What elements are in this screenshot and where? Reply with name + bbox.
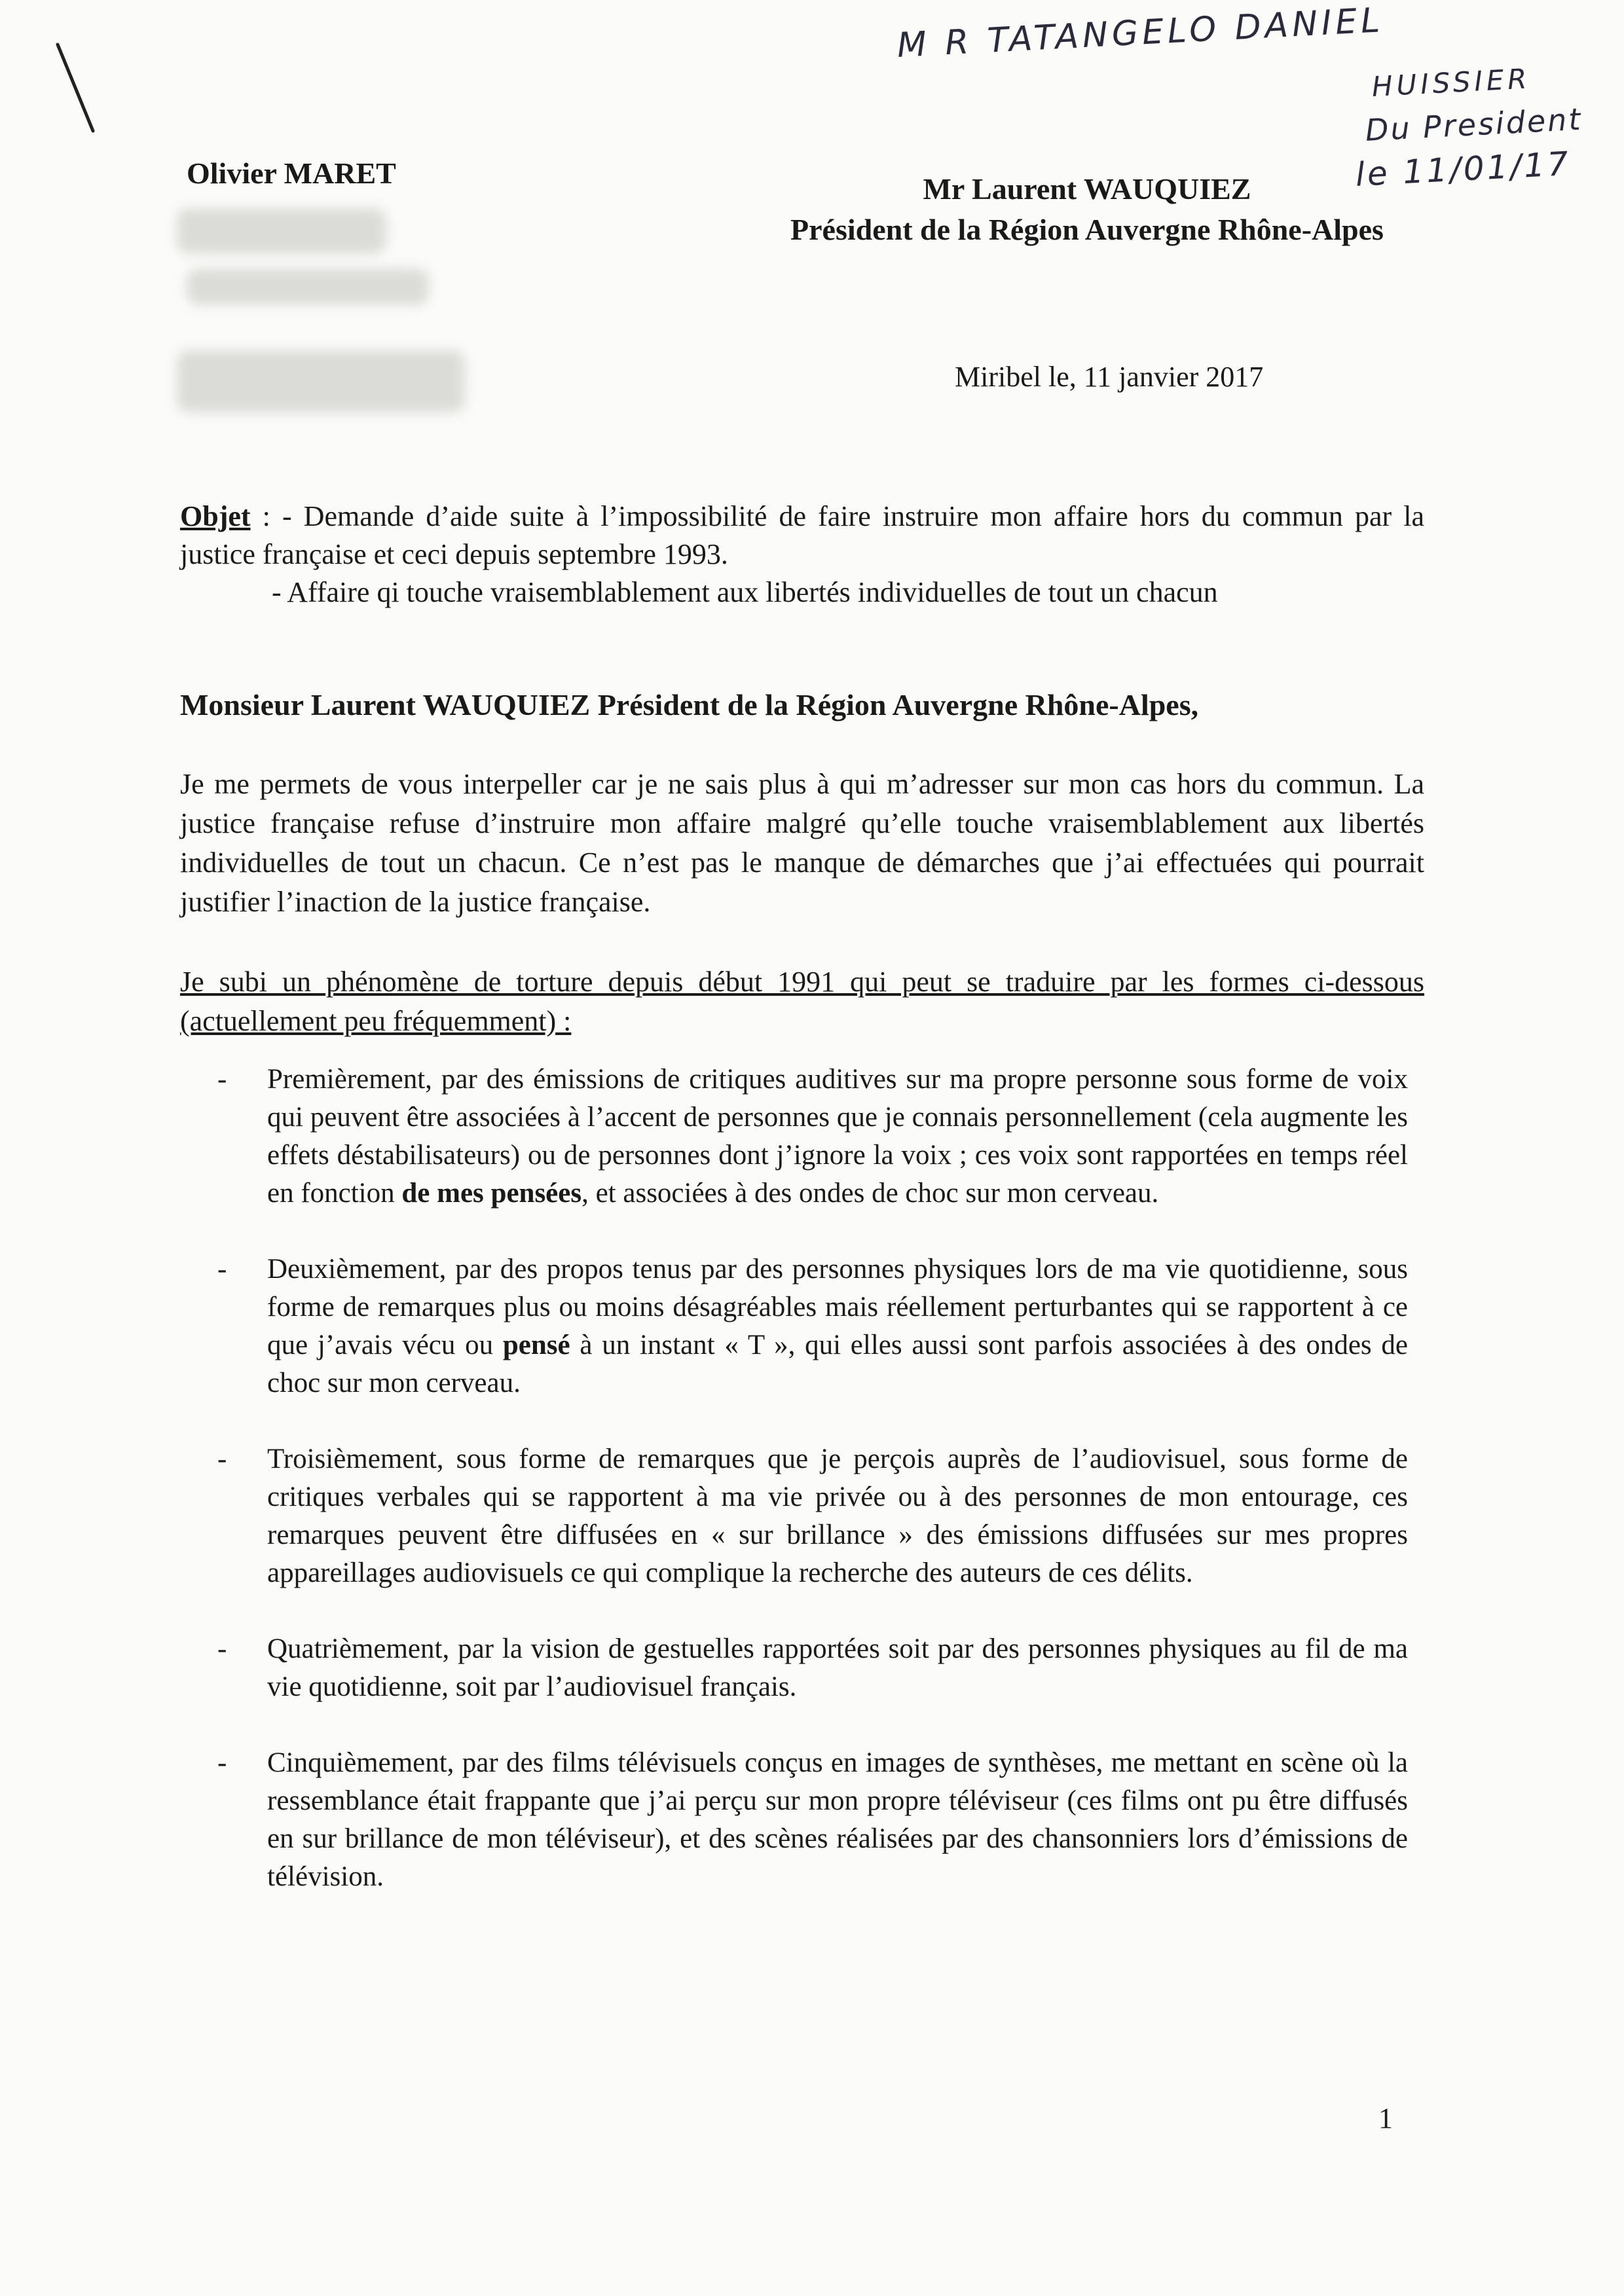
sender-name: Olivier MARET xyxy=(187,156,396,190)
dash-bullet: - xyxy=(217,1064,227,1095)
torture-forms-list xyxy=(210,1061,1408,1934)
intro-paragraph: Je me permets de vous interpeller car je ne sais plus à qui m’adresser sur mon cas hors du commun. La justice française refuse d’instruire mon affaire malgré qu’elle touche vraisemblablement aux libertés individuelles de tout un chacun. Ce n’est pas le manque de démarches que j’ai effectuées qui pourrait justifier l’inaction de la justice française. xyxy=(180,768,1424,918)
handwritten-note-role: HUISSIER xyxy=(1371,62,1532,103)
salutation: Monsieur Laurent WAUQUIEZ Président de la Région Auvergne Rhône-Alpes, xyxy=(180,688,1199,721)
pen-stroke-mark xyxy=(52,39,98,137)
dash-bullet: - xyxy=(217,1444,227,1474)
recipient-title: Président de la Région Auvergne Rhône-Alpes xyxy=(790,213,1384,246)
dash-bullet: - xyxy=(217,1254,227,1285)
list-item: - Premièrement, par des émissions de critiques auditives sur ma propre personne sous forme de voix qui peuvent être associées à l’accent de personnes que je connais personnellement (cela augmente les effets déstabilisateurs) ou de personnes dont j’ignore la voix ; ces voix sont rapportées en temps réel en fonction de mes pensées, et associées à des ondes de choc sur mon cerveau. xyxy=(210,1061,1408,1212)
list-item: - Troisièmement, sous forme de remarques que je perçois auprès de l’audiovisuel, sous forme de critiques verbales qui se rapportent à ma vie privée ou à des personnes de mon entourage, ces remarques peuvent être diffusées en « sur brillance » des émissions diffusées sur mes propres appareillages audiovisuels ce qui complique la recherche des auteurs de ces délits. xyxy=(210,1440,1408,1592)
list-item: - Cinquièmement, par des films télévisuels conçus en images de synthèses, me mettant en scène où la ressemblance était frappante que j’ai perçu sur mon propre téléviseur (ces films ont pu être diffusés en sur brillance de mon téléviseur), et des scènes réalisées par des chansonniers lors d’émissions de télévision. xyxy=(210,1744,1408,1896)
redacted-address-line xyxy=(187,268,429,305)
list-item: - Deuxièmement, par des propos tenus par des personnes physiques lors de ma vie quotidienne, sous forme de remarques plus ou moins désagréables mais réellement perturbantes qui se rapportent à ce que j’avais vécu ou pensé à un instant « T », qui elles aussi sont parfois associées à des ondes de choc sur mon cerveau. xyxy=(210,1250,1408,1402)
subject-line-1: : - Demande d’aide suite à l’impossibilité de faire instruire mon affaire hors du commun par la justice française et ceci depuis septembre 1993. xyxy=(180,500,1424,570)
page-number: 1 xyxy=(1378,2102,1393,2134)
redacted-address-line xyxy=(177,350,465,412)
recipient-name: Mr Laurent WAUQUIEZ xyxy=(923,172,1251,206)
handwritten-note-date: le 11/01/17 xyxy=(1354,144,1572,194)
recipient-block xyxy=(760,169,1414,250)
subject-label: Objet xyxy=(180,500,251,532)
dash-bullet: - xyxy=(217,1633,227,1664)
handwritten-note-name: M R TATANGELO DANIEL xyxy=(896,1,1385,65)
letter-date: Miribel le, 11 janvier 2017 xyxy=(955,361,1264,393)
list-item: - Quatrièmement, par la vision de gestuelles rapportées soit par des personnes physiques au fil de ma vie quotidienne, soit par l’audiovisuel français. xyxy=(210,1630,1408,1706)
lead-paragraph: Je subi un phénomène de torture depuis début 1991 qui peut se traduire par les formes ci-dessous (actuellement peu fréquemment) : xyxy=(180,966,1424,1037)
letter-subject xyxy=(180,498,1424,611)
redacted-address-line xyxy=(177,208,386,254)
handwritten-note-of: Du President xyxy=(1364,101,1583,148)
subject-line-2: - Affaire qi touche vraisemblablement aux libertés individuelles de tout un chacun xyxy=(272,576,1218,608)
dash-bullet: - xyxy=(217,1747,227,1778)
